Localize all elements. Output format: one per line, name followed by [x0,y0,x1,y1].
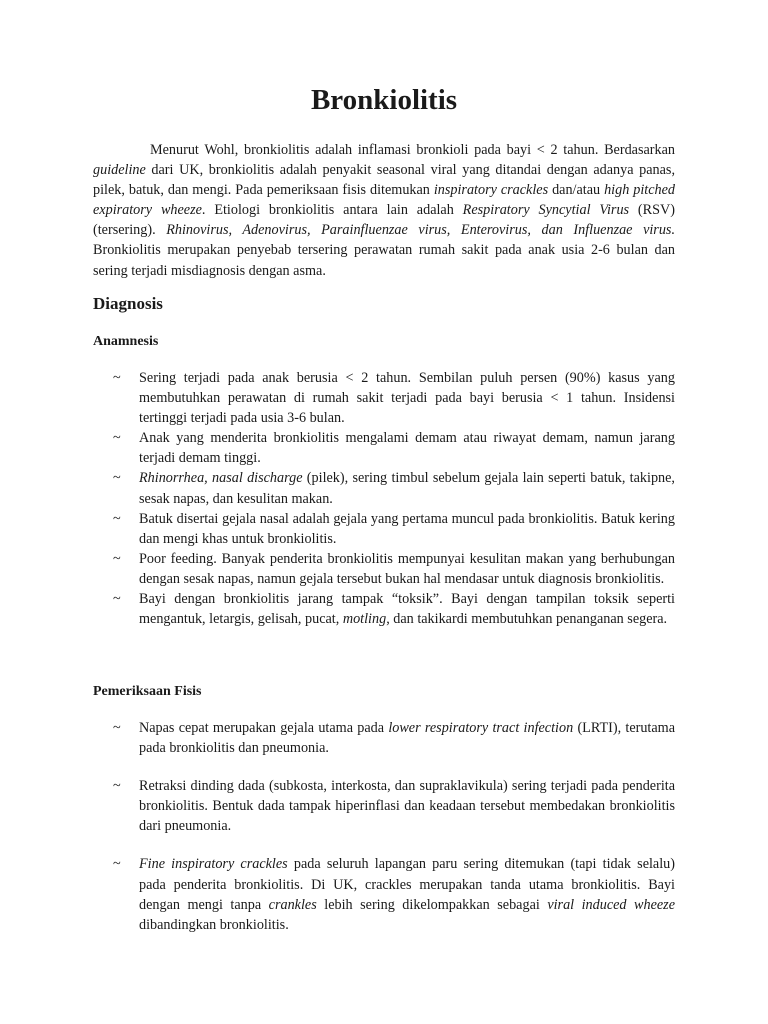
list-item [93,776,675,836]
text-run: Bronkiolitis merupakan penyebab tersering perawatan rumah sakit pada anak usia 2-6 bulan dan sering terjadi misdiagnosis dengan asma. [93,242,675,279]
text-italic-run: guideline [93,162,146,179]
text-run: dan/atau [548,182,605,199]
diagnosis-heading: Diagnosis [93,294,163,313]
list-item-text-run: lebih sering dikelompakkan sebagai [316,896,548,913]
pemeriksaan-fisis-heading: Pemeriksaan Fisis [93,684,202,699]
list-item-text-run: Anak yang menderita bronkiolitis mengalami demam atau riwayat demam, namun jarang terjadi demam tinggi. [139,430,675,467]
tilde-bullet-icon: ~ [113,856,121,873]
tilde-bullet-icon: ~ [113,470,121,487]
list-item-text-italic-run: Fine inspiratory crackles [139,856,288,873]
list-item-text-italic-run: motling [342,611,387,628]
tilde-bullet-icon: ~ [113,430,121,447]
list-item [93,428,675,468]
document-title: Bronkiolitis [310,84,458,116]
list-item-text-italic-run: viral induced wheeze [547,896,675,913]
tilde-bullet-icon: ~ [113,591,121,608]
list-item [93,589,675,629]
list-item [93,854,675,934]
list-item-text-run: (LRTI), terutama pada bronkiolitis dan pneumonia. [139,720,676,757]
anamnesis-list [93,368,675,629]
tilde-bullet-icon: ~ [113,550,121,567]
list-item-text-run: Bayi dengan bronkiolitis jarang tampak “toksik”. Bayi dengan tampilan toksik seperti mengantuk, letargis, gelisah, pucat, [139,591,675,628]
text-italic-run: inspiratory crackles [433,182,549,199]
list-item-text-run: pada seluruh lapangan paru sering ditemukan (tapi tidak selalu) pada penderita bronkiolitis. Di UK, crackles merupakan tanda utama bronkiolitis. Bayi dengan mengi tanpa [139,856,675,913]
text-italic-run: Rhinovirus, Adenovirus, Parainfluenzae virus, Enterovirus, dan Influenzae virus. [166,222,675,239]
list-item-text-run: , dan takikardi membutuhkan penanganan segera. [386,611,668,628]
anamnesis-heading: Anamnesis [93,334,159,349]
text-run: (RSV) (tersering). [93,202,675,239]
text-run: . Etiologi bronkiolitis antara lain adalah [201,202,463,219]
list-item-text-run: Poor feeding. Banyak penderita bronkiolitis mempunyai kesulitan makan yang berhubungan dengan sesak napas, namun gejala tersebut bukan hal mendasar untuk diagnosis bronkiolitis. [139,550,675,587]
tilde-bullet-icon: ~ [113,720,121,736]
list-item-text-run: (pilek), sering timbul sebelum gejala lain seperti batuk, takipne, sesak napas, dan kesulitan makan. [139,470,675,507]
list-item-text-run: Sering terjadi pada anak berusia < 2 tahun. Sembilan puluh persen (90%) kasus yang membutuhkan perawatan di rumah sakit terjadi pada bayi berusia < 1 tahun. Insidensi tertinggi terjadi pada usia 3-6 bulan. [139,370,675,427]
list-item-text-run: Batuk disertai gejala nasal adalah gejala yang pertama muncul pada bronkiolitis. Batuk kering dan mengi khas untuk bronkiolitis. [139,510,675,547]
list-item [93,368,675,428]
pemeriksaan-fisis-list [93,718,675,953]
list-item-text-run: Retraksi dinding dada (subkosta, interkosta, dan supraklavikula) sering terjadi pada penderita bronkiolitis. Bentuk dada tampak hiperinflasi dan keadaan tersebut membedakan bronkiolitis dari pneumonia. [139,778,675,835]
text-italic-run: Respiratory Syncytial Virus [462,202,630,219]
text-run: dari UK, bronkiolitis adalah penyakit seasonal viral yang ditandai dengan adanya panas, pilek, batuk, dan mengi. Pada pemeriksaan fisis ditemukan [93,162,675,199]
text-italic-run: high pitched expiratory wheeze [93,182,676,219]
list-item-text-italic-run: crankles [268,896,317,913]
tilde-bullet-icon: ~ [113,370,121,386]
list-item-text-run: dibandingkan bronkiolitis. [139,916,289,933]
tilde-bullet-icon: ~ [113,778,121,795]
intro-paragraph [93,140,675,281]
text-run: Menurut Wohl, bronkiolitis adalah inflamasi bronkioli pada bayi < 2 tahun. Berdasarkan [150,142,675,158]
list-item [93,549,675,589]
tilde-bullet-icon: ~ [113,510,121,527]
list-item-text-italic-run: Rhinorrhea, nasal discharge [139,470,303,487]
list-item-text-italic-run: lower respiratory tract infection [388,720,574,736]
list-item-text-run: Napas cepat merupakan gejala utama pada [139,720,389,736]
list-item [93,468,675,508]
list-item [93,509,675,549]
list-item [93,718,675,758]
